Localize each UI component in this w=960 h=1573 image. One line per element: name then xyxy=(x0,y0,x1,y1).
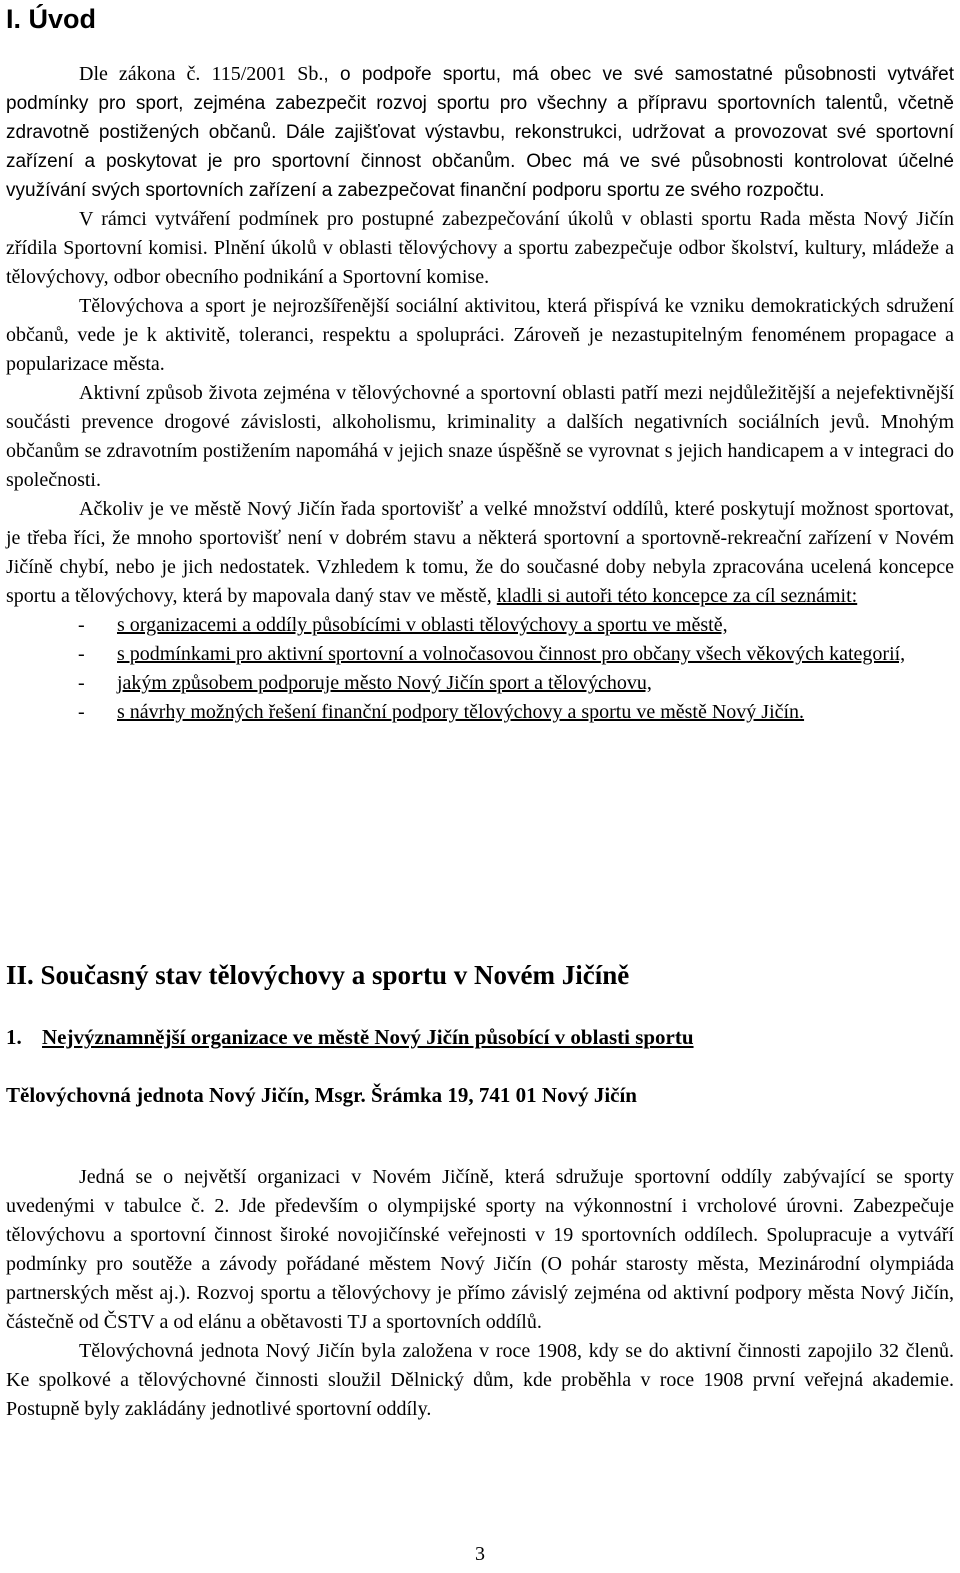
paragraph-commission: V rámci vytváření podmínek pro postupné zabezpečování úkolů v oblasti sportu Rada města Nový Jičín zřídila Sportovní komisi. Plnění úkolů v oblasti tělovýchovy a sportu zabezpečuje odbor školství, kultury, mládeže a tělovýchovy, odbor obecního podnikání a Sportovní komise. xyxy=(6,208,954,288)
paragraph-active-life: Aktivní způsob života zejména v tělovýchovné a sportovní oblasti patří mezi nejdůležitější a nejefektivnější součásti prevence drogové závislosti, alkoholismu, kriminality a dalších negativních sociálních jevů. Mnohým občanům se zdravotním postižením napomáhá v jejich snaze úspěšně se vyrovnat s jejich handicapem a v integraci do společnosti. xyxy=(6,382,954,491)
section-heading xyxy=(6,1023,694,1051)
goals-list xyxy=(6,611,954,727)
list-item: - s organizacemi a oddíly působícími v oblasti tělovýchovy a sportu ve městě, xyxy=(78,614,728,636)
list-item: - jakým způsobem podporuje město Nový Jičín sport a tělovýchovu, xyxy=(78,672,652,694)
paragraph-history: Tělovýchovná jednota Nový Jičín byla založena v roce 1908, kdy se do aktivní činnosti zapojilo 32 členů. Ke spolkové a tělovýchovné činnosti sloužil Dělnický dům, kde proběhla v roce 1908 první veřejná akademie. Postupně byly zakládány jednotlivé sportovní oddíly. xyxy=(6,1340,954,1420)
organization-title: Tělovýchovná jednota Nový Jičín, Msgr. Šrámka 19, 741 01 Nový Jičín xyxy=(6,1083,637,1107)
law-text: , o podpoře sportu, má obec ve své samostatné působnosti vytvářet podmínky pro sport, zejména zabezpečit rozvoj sportu pro všechny a přípravu sportovních talentů, včetně zdravotně postižených občanů. Dále zajišťovat výstavbu, rekonstrukci, udržovat a provozovat své sportovní zařízení a poskytovat je pro sportovní činnost občanům. Obec má ve své působnosti kontrolovat účelné využívání svých sportovních zařízení a zabezpečovat finanční podporu sportu ze svého rozpočtu. xyxy=(6,64,954,201)
introduction-body xyxy=(6,60,954,727)
organization-body xyxy=(6,1163,954,1424)
page-number: 3 xyxy=(475,1543,485,1565)
concept-goal: kladli si autoři této koncepce za cíl seznámit: xyxy=(496,585,858,607)
list-item: - s návrhy možných řešení finanční podpory tělovýchovy a sportu ve městě Nový Jičín. xyxy=(78,701,805,723)
paragraph-organization: Jedná se o největší organizaci v Novém Jičíně, která sdružuje sportovní oddíly zabývající se sporty uvedenými v tabulce č. 2. Jde především o olympijské sporty na výkonnostní i vrcholové úrovni. Zabezpečuje tělovýchovu a sportovní činnost široké novojičínské veřejnosti v 19 sportovních oddílech. Spolupracuje a vytváří podmínky pro soutěže a závody pořádané městem Nový Jičín (O pohár starosty města, Mezinárodní olympiáda partnerských měst aj.). Rozvoj sportu a tělovýchovy je přímo závislý zejména od aktivní podpory města Nový Jičín, částečně od ČSTV a od elánu a obětavosti TJ a sportovních oddílů. xyxy=(6,1166,954,1333)
heading-current-state: II. Současný stav tělovýchovy a sportu v Novém Jičíně xyxy=(6,960,630,990)
section-number: 1. xyxy=(6,1025,22,1049)
paragraph-law xyxy=(6,60,954,205)
heading-introduction: I. Úvod xyxy=(6,4,97,34)
paragraph-sport-activity: Tělovýchova a sport je nejrozšířenější sociální aktivitou, která přispívá ke vzniku demokratických sdružení občanů, vede je k aktivitě, toleranci, respektu a spolupráci. Zároveň je nezastupitelným fenoménem propagace a popularizace města. xyxy=(6,295,954,375)
section-title: Nejvýznamnější organizace ve městě Nový Jičín působící v oblasti sportu xyxy=(42,1025,694,1049)
law-reference: Dle zákona č. 115/2001 Sb. xyxy=(79,63,324,85)
paragraph-concept: Ačkoliv je ve městě Nový Jičín řada sportovišť a velké množství oddílů, které poskytují možnost sportovat, je třeba říci, že mnoho sportovišť není v dobrém stavu a některá sportovní a sportovně-rekreační zařízení v Novém Jičíně chybí, nebo je jich nedostatek. Vzhledem k tomu, že do současné doby nebyla zpracována ucelená koncepce sportu a tělovýchovy, která by mapovala daný stav ve městě, kladli si autoři této koncepce za cíl seznámit: xyxy=(6,498,954,607)
list-item: - s podmínkami pro aktivní sportovní a volnočasovou činnost pro občany všech věkových kategorií, xyxy=(78,643,906,665)
